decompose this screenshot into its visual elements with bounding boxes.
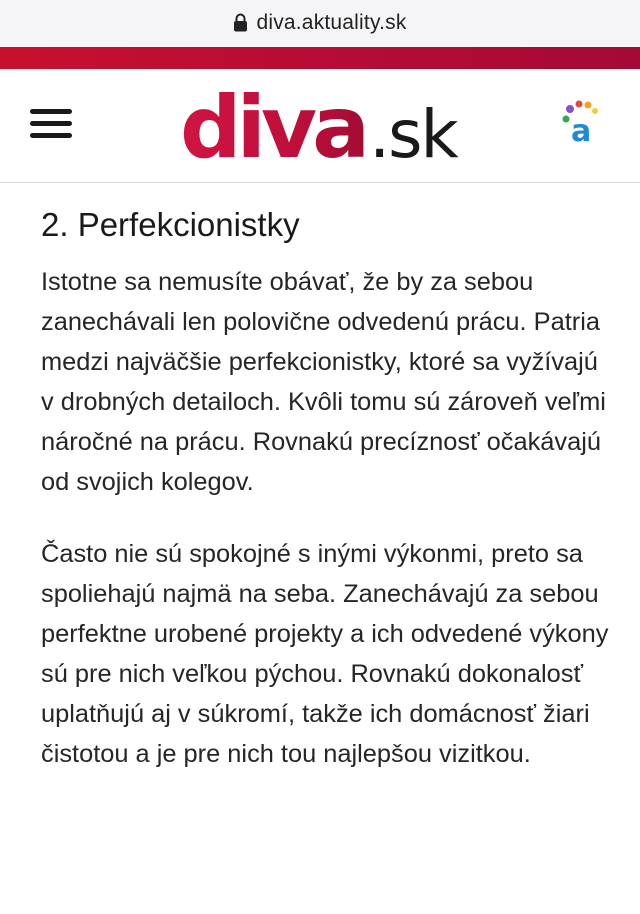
site-header	[0, 69, 640, 183]
article-paragraph: Istotne sa nemusíte obávať, že by za sebou zanechávali len polovične odvedenú prácu. Patria medzi najväčšie perfekcionistky, ktoré sa vyžívajú v drobných detailoch. Kvôli tomu sú zároveň veľmi náročné na prácu. Rovnakú precíznosť očakávajú od svojich kolegov.	[41, 268, 606, 496]
lock-icon	[233, 13, 248, 32]
site-logo[interactable]	[180, 78, 457, 178]
logo-domain-suffix: .sk	[369, 96, 457, 173]
article-paragraph: Často nie sú spokojné s inými výkonmi, preto sa spoliehajú najmä na seba. Zanechávajú za sebou perfektne urobené projekty a ich odvedené výkony sú pre nich veľkou pýchou. Rovnakú dokonalosť uplatňujú aj v súkromí, takže ich domácnosť žiari čistotou a je pre nich tou najlepšou vizitkou.	[41, 540, 609, 768]
aktuality-app-icon[interactable]	[560, 99, 604, 147]
logo-wordmark: diva	[180, 78, 366, 178]
article-body	[41, 206, 611, 806]
brand-color-bar	[0, 47, 640, 69]
svg-text:a: a	[571, 114, 592, 147]
url-text: diva.aktuality.sk	[256, 10, 407, 34]
hamburger-menu-icon[interactable]	[30, 109, 72, 141]
browser-address-bar[interactable]	[0, 0, 640, 47]
url-display[interactable]	[233, 11, 406, 35]
section-heading: 2. Perfekcionistky	[41, 206, 300, 243]
